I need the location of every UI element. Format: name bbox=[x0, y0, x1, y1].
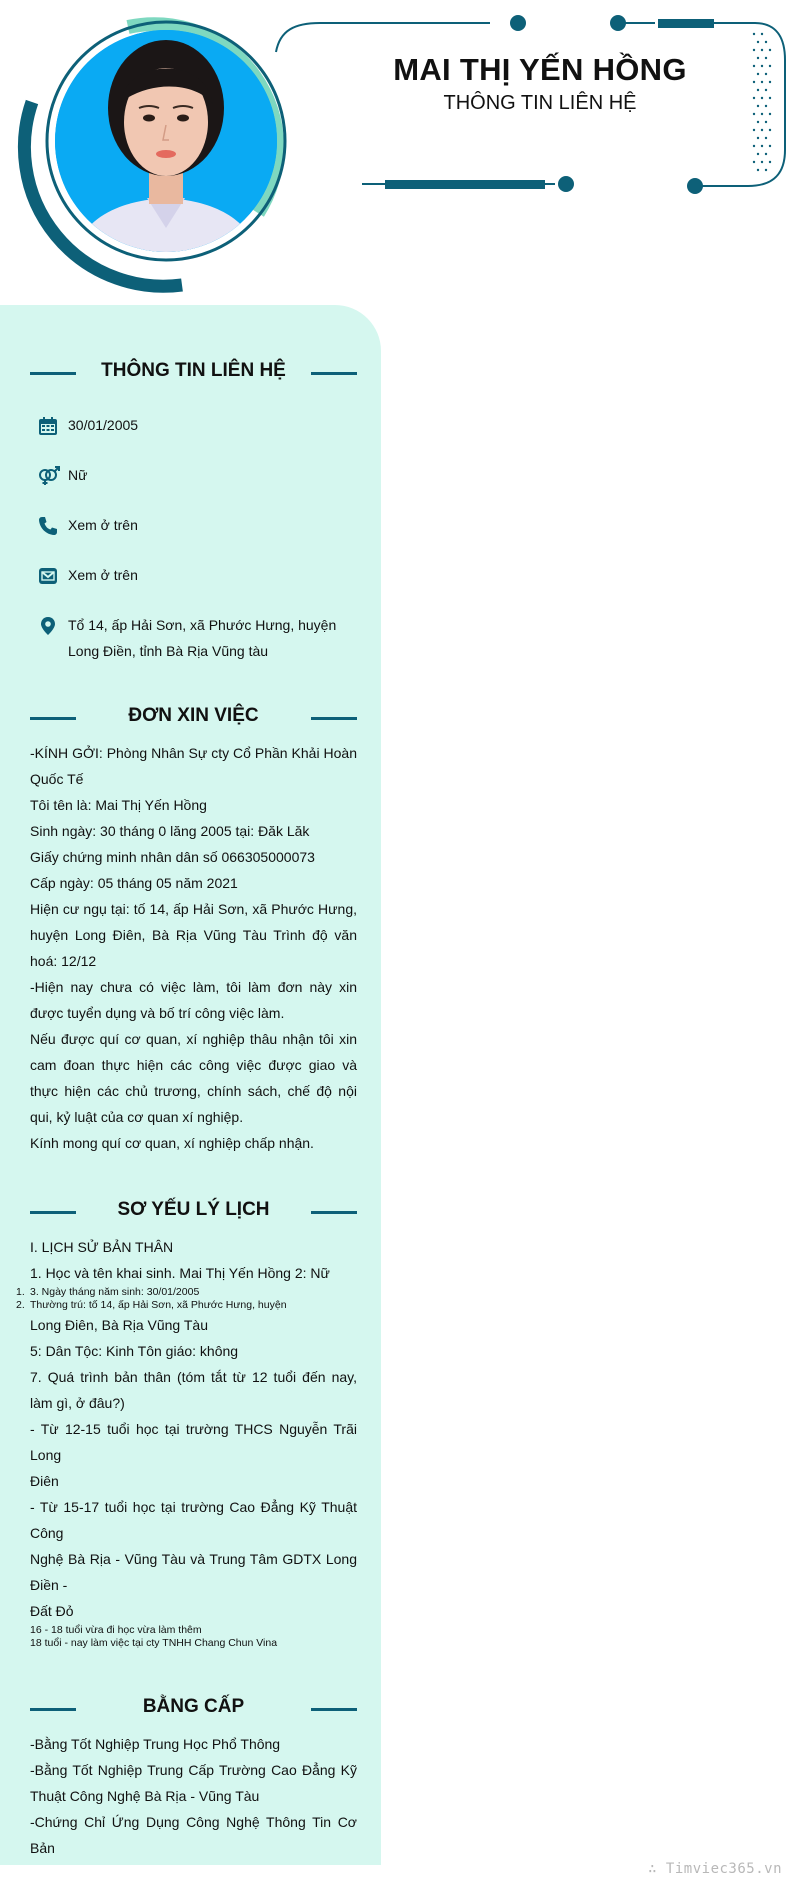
letter-paragraph: -Hiện nay chưa có việc làm, tôi làm đơn này xin được tuyển dụng và bố trí công việc làm. bbox=[30, 979, 357, 1021]
letter-paragraph: Sinh ngày: 30 tháng 0 lăng 2005 tại: Đăk Lăk bbox=[30, 823, 310, 839]
header-title-block bbox=[390, 52, 690, 115]
frame-dot bbox=[510, 15, 526, 31]
degrees-section-heading bbox=[30, 1694, 357, 1724]
resume-line: I. LỊCH SỬ BẢN THÂN bbox=[30, 1239, 174, 1255]
frame-right-curve bbox=[700, 23, 785, 186]
location-icon bbox=[38, 616, 58, 636]
application-heading-text: ĐƠN XIN VIỆC bbox=[128, 705, 259, 726]
resume-line: - Từ 12-15 tuổi học tại trường THCS Nguyễn Trãi Long bbox=[30, 1421, 357, 1463]
list-item: 1. 3. Ngày tháng năm sinh: 30/01/2005 bbox=[16, 1286, 200, 1298]
resume-numbered-list bbox=[16, 1286, 357, 1312]
contact-text: Nữ bbox=[68, 467, 88, 483]
resume-section-heading bbox=[30, 1197, 357, 1227]
application-letter bbox=[30, 740, 357, 1156]
letter-paragraph: -KÍNH GỞI: Phòng Nhân Sự cty Cổ Phần Khải Hoàn Quốc Tế bbox=[30, 745, 357, 787]
resume-line: 1. Học và tên khai sinh. Mai Thị Yến Hồng 2: Nữ bbox=[30, 1265, 330, 1281]
resume-line: - Từ 15-17 tuổi học tại trường Cao Đẳng Kỹ Thuật Công bbox=[30, 1499, 357, 1541]
profile-photo bbox=[55, 30, 277, 252]
contact-text: Xem ở trên bbox=[68, 517, 138, 533]
dot-pattern bbox=[753, 33, 771, 171]
letter-paragraph: Kính mong quí cơ quan, xí nghiệp chấp nhận. bbox=[30, 1135, 314, 1151]
phone-icon bbox=[38, 516, 58, 536]
letter-paragraph: Hiện cư ngụ tại: tố 14, ấp Hải Sơn, xã Phước Hưng, huyện Long Điên, Bà Rịa Vũng Tàu Trình độ văn hoá: 12/12 bbox=[30, 901, 357, 969]
resume-small-line: 16 - 18 tuổi vừa đi học vừa làm thêm bbox=[30, 1624, 202, 1636]
resume-line: Long Điên, Bà Rịa Vũng Tàu bbox=[30, 1317, 208, 1333]
letter-paragraph: Cấp ngày: 05 tháng 05 năm 2021 bbox=[30, 875, 238, 891]
candidate-name: MAI THỊ YẾN HỒNG bbox=[393, 52, 687, 87]
letter-paragraph: Nếu được quí cơ quan, xí nghiệp thâu nhận tôi xin cam đoan thực hiện các công việc được giao và thực hiện các chủ trương, chính sách, chế độ nội qui, kỷ luật của cơ quan xí nghiệp. bbox=[30, 1031, 357, 1125]
application-section-heading bbox=[30, 703, 357, 733]
gender-icon bbox=[38, 466, 58, 486]
contact-heading-text: THÔNG TIN LIÊN HỆ bbox=[101, 360, 286, 381]
resume-line: Nghệ Bà Rịa - Vũng Tàu và Trung Tâm GDTX Long Điền - bbox=[30, 1551, 357, 1593]
calendar-icon bbox=[38, 416, 58, 436]
degree-item: -Bằng Tốt Nghiệp Trung Học Phổ Thông bbox=[30, 1736, 281, 1752]
contact-text: Tổ 14, ấp Hải Sơn, xã Phước Hưng, huyện Long Điền, tỉnh Bà Rịa Vũng tàu bbox=[68, 617, 337, 659]
email-icon bbox=[38, 566, 58, 586]
frame-bar bbox=[658, 19, 714, 28]
watermark: ∴ Timviec365.vn bbox=[648, 1861, 782, 1877]
resume-line: Đất Đỏ bbox=[30, 1603, 74, 1619]
contact-text: Xem ở trên bbox=[68, 567, 138, 583]
letter-paragraph: Giấy chứng minh nhân dân số 066305000073 bbox=[30, 849, 315, 865]
frame-dot bbox=[687, 178, 703, 194]
bottom-bar bbox=[385, 180, 545, 189]
frame-top-line bbox=[276, 23, 490, 52]
contact-text: 30/01/2005 bbox=[68, 417, 139, 433]
resume-line: Điên bbox=[30, 1473, 59, 1489]
degree-item: -Bằng Tốt Nghiệp Trung Cấp Trường Cao Đẳng Kỹ Thuật Công Nghệ Bà Rịa - Vũng Tàu bbox=[30, 1762, 357, 1804]
sidebar-panel bbox=[0, 305, 381, 1865]
resume-heading-text: SƠ YẾU LÝ LỊCH bbox=[117, 1199, 270, 1220]
list-item: 2. Thường trú: tố 14, ấp Hải Sơn, xã Phước Hưng, huyện bbox=[16, 1299, 287, 1311]
header-subtitle: THÔNG TIN LIÊN HỆ bbox=[443, 92, 637, 114]
bottom-dot bbox=[558, 176, 574, 192]
resume-body bbox=[16, 1234, 357, 1650]
letter-paragraph: Tôi tên là: Mai Thị Yến Hồng bbox=[30, 797, 207, 813]
resume-small-line: 18 tuổi - nay làm việc tại cty TNHH Chang Chun Vina bbox=[30, 1637, 278, 1649]
frame-dot bbox=[610, 15, 626, 31]
resume-line: 7. Quá trình bản thân (tóm tắt từ 12 tuổi đến nay, làm gì, ở đâu?) bbox=[30, 1369, 357, 1411]
degree-item: -Chứng Chỉ Ứng Dụng Công Nghệ Thông Tin Cơ Bản bbox=[30, 1814, 357, 1856]
resume-line: 5: Dân Tộc: Kinh Tôn giáo: không bbox=[30, 1343, 239, 1359]
degrees-heading-text: BẰNG CẤP bbox=[142, 1696, 245, 1717]
degrees-list bbox=[30, 1731, 357, 1861]
contact-section-heading bbox=[30, 358, 357, 388]
